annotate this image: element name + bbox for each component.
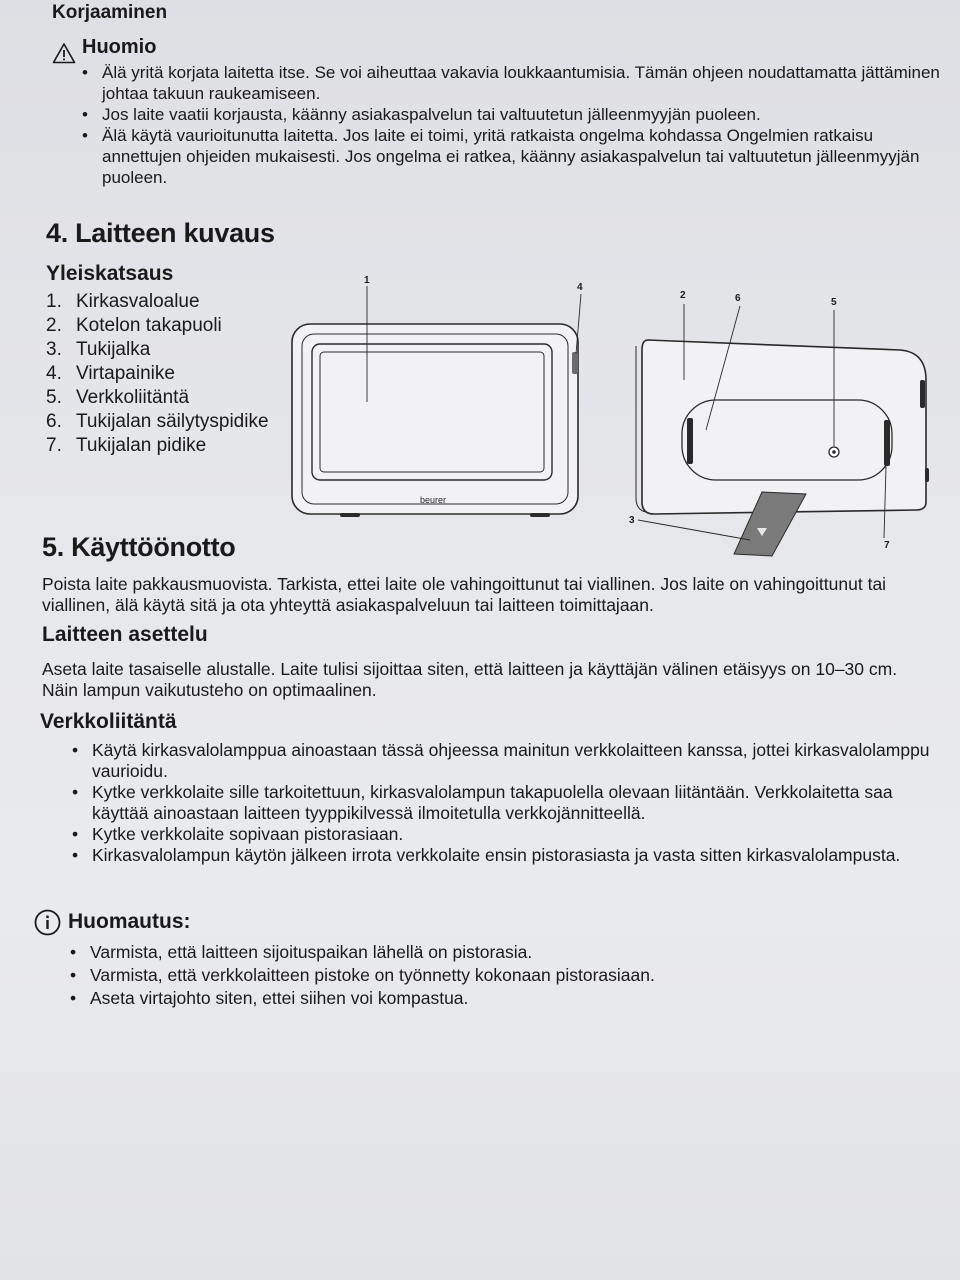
list-item <box>46 338 269 362</box>
list-item: • Varmista, että verkkolaitteen pistoke on työnnetty kokonaan pistorasiaan. <box>68 964 868 987</box>
part-number: 6. <box>46 411 62 432</box>
overview-title: Yleiskatsaus <box>46 262 174 285</box>
part-label: Tukijalan pidike <box>76 435 207 456</box>
section-5-title: 5. Käyttöönotto <box>42 532 236 562</box>
list-item: • Kirkasvalolampun käytön jälkeen irrota verkkolaite ensin pistorasiasta ja vasta sitten kirkasvalolampusta. <box>70 845 940 866</box>
callout-2: 2 <box>680 290 686 301</box>
warning-title: Huomio <box>82 36 157 58</box>
note-list <box>68 941 868 1010</box>
part-label: Kotelon takapuoli <box>76 315 222 336</box>
device-front-view <box>292 324 578 517</box>
part-number: 1. <box>46 291 62 312</box>
intro-paragraph: Poista laite pakkausmuovista. Tarkista, ettei laite ole vahingoittunut tai viallinen. Jos laite on vahingoittunut tai viallinen, älä käytä sitä ja ota yhteyttä asiakaspalveluun tai laitteen toimittajaan. <box>42 574 887 615</box>
part-label: Tukijalka <box>76 339 151 360</box>
callout-5: 5 <box>831 297 837 308</box>
list-item <box>46 314 269 338</box>
part-label: Virtapainike <box>76 363 175 384</box>
section-4-title: 4. Laitteen kuvaus <box>46 218 275 248</box>
device-diagram <box>280 270 950 560</box>
list-item <box>46 386 269 410</box>
section-title-repair: Korjaaminen <box>52 2 168 23</box>
list-item: • Älä käytä vaurioitunutta laitetta. Jos laite ei toimi, yritä ratkaista ongelma kohdassa Ongelmien ratkaisu annettujen ohjeiden mukaisesti. Jos ongelma ei ratkea, käänny asiakaspalvelun tai valtuutetun jälleenmyyjän puoleen. <box>80 125 940 188</box>
parts-list <box>46 290 269 458</box>
part-label: Verkkoliitäntä <box>76 387 190 408</box>
placement-title: Laitteen asettelu <box>42 623 208 646</box>
part-label: Kirkasvaloalue <box>76 291 200 312</box>
info-circle-icon <box>34 909 61 936</box>
list-item: • Kytke verkkolaite sille tarkoitettuun, kirkasvalolampun takapuolella olevaan liitäntään. Verkkolaitetta saa käyttää ainoastaan laitteen tyyppikilvessä ilmoitetulla verkkojännitteellä. <box>70 782 940 824</box>
note-title: Huomautus: <box>68 910 191 933</box>
callout-7: 7 <box>884 540 890 551</box>
list-item: • Aseta virtajohto siten, ettei siihen voi kompastua. <box>68 987 868 1010</box>
part-label: Tukijalan säilytyspidike <box>76 411 269 432</box>
part-number: 4. <box>46 363 62 384</box>
part-number: 7. <box>46 435 62 456</box>
callout-4: 4 <box>577 282 583 293</box>
part-number: 5. <box>46 387 62 408</box>
list-item: • Kytke verkkolaite sopivaan pistorasiaan. <box>70 824 940 845</box>
list-item: • Varmista, että laitteen sijoituspaikan lähellä on pistorasia. <box>68 941 868 964</box>
callout-3: 3 <box>629 515 635 526</box>
connection-list <box>70 740 940 866</box>
warning-list <box>80 62 940 188</box>
list-item <box>46 362 269 386</box>
list-item <box>46 410 269 434</box>
placement-paragraph: Aseta laite tasaiselle alustalle. Laite tulisi sijoittaa siten, että laitteen ja käyttäjän välinen etäisyys on 10–30 cm. Näin lampun vaikutusteho on optimaalinen. <box>42 659 898 700</box>
list-item <box>46 434 269 458</box>
list-item: • Jos laite vaatii korjausta, käänny asiakaspalvelun tai valtuutetun jälleenmyyjän puoleen. <box>80 104 940 125</box>
device-back-view <box>636 340 929 556</box>
callout-6: 6 <box>735 293 741 304</box>
list-item <box>46 290 269 314</box>
part-number: 2. <box>46 315 62 336</box>
part-number: 3. <box>46 339 62 360</box>
brand-logo: beurer <box>420 495 447 505</box>
list-item: • Älä yritä korjata laitetta itse. Se voi aiheuttaa vakavia loukkaantumisia. Tämän ohjeen noudattamatta jättäminen johtaa takuun raukeamiseen. <box>80 62 940 104</box>
list-item: • Käytä kirkasvalolamppua ainoastaan tässä ohjeessa mainitun verkkolaitteen kanssa, jottei kirkasvalolamppu vaurioidu. <box>70 740 940 782</box>
warning-triangle-icon <box>52 42 76 64</box>
connection-title: Verkkoliitäntä <box>40 710 177 733</box>
callout-1: 1 <box>364 275 370 286</box>
